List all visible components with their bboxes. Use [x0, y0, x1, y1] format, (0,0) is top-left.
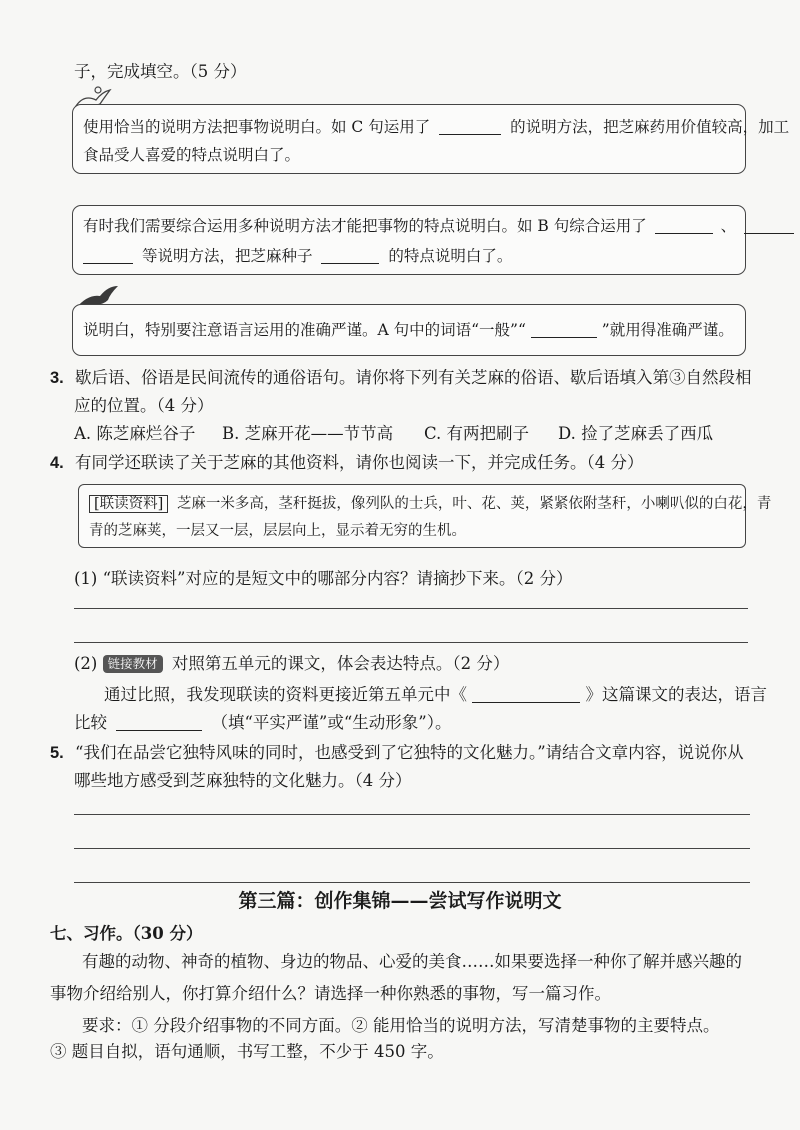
box2-blank-3[interactable]	[83, 245, 133, 264]
box2-sep: 、	[720, 217, 737, 235]
box3-text-b: ”就用得准确严谨。	[601, 321, 734, 339]
q4-sub2-line1-b: 》这篇课文的表达，语言	[585, 685, 767, 704]
q7-title: 七、习作。（30 分）	[50, 924, 203, 943]
link-textbook-badge: 链接教材	[103, 655, 163, 673]
q5-line1: “我们在品尝它独特风味的同时，也感受到了它独特的文化魅力。”请结合文章内容，说说你从	[75, 743, 744, 762]
q4-sub2-line2-a: 比较	[74, 713, 107, 732]
material-line2: 青的芝麻荚，一层又一层，层层向上，显示着无穷的生机。	[89, 523, 466, 539]
q7-req2: ③ 题目自拟，语句通顺，书写工整，不少于 450 字。	[50, 1042, 444, 1061]
box1-line2: 食品受人喜爱的特点说明白了。	[83, 146, 301, 164]
part3-title: 第三篇：创作集锦——尝试写作说明文	[238, 890, 562, 912]
hint-box-1	[72, 104, 790, 174]
hint-box-2	[72, 205, 746, 275]
box1-text-a: 使用恰当的说明方法把事物说明白。如 C 句运用了	[83, 118, 431, 136]
box2-blank-4[interactable]	[321, 245, 379, 264]
q4-sub1: (1) “联读资料”对应的是短文中的哪部分内容？请摘抄下来。（2 分）	[74, 569, 573, 588]
q7-line2: 事物介绍给别人，你打算介绍什么？请选择一种你熟悉的事物，写一篇习作。	[50, 984, 611, 1003]
box3-text-a: 说明白，特别要注意语言运用的准确严谨。A 句中的词语“一般”“	[83, 321, 526, 339]
answer-line-q5-1[interactable]	[74, 814, 750, 815]
q3-option-d: D. 捡了芝麻丢了西瓜	[558, 424, 714, 443]
material-tag: [联读资料]	[89, 495, 168, 513]
language-style-blank[interactable]	[116, 712, 202, 731]
box1-blank[interactable]	[439, 116, 501, 135]
q4-sub2-line2-b: （填“平实严谨”或“生动形象”）。	[211, 713, 452, 732]
answer-line-q4-2[interactable]	[74, 642, 748, 643]
box3-blank[interactable]	[531, 319, 597, 338]
material-box	[78, 484, 772, 548]
q3-number: 3.	[50, 369, 64, 387]
q3-line1: 歇后语、俗语是民间流传的通俗语句。请你将下列有关芝麻的俗语、歇后语填入第③自然段相	[75, 368, 752, 387]
answer-line-q5-3[interactable]	[74, 882, 750, 883]
q4-sub2-prefix: (2)	[74, 654, 98, 673]
q4-line1: 有同学还联读了关于芝麻的其他资料，请你也阅读一下，并完成任务。（4 分）	[75, 453, 644, 472]
box1-text-b: 的说明方法，把芝麻药用价值较高，加工	[510, 118, 790, 136]
box2-blank-2[interactable]	[744, 215, 794, 234]
q5-line2: 哪些地方感受到芝麻独特的文化魅力。（4 分）	[74, 771, 412, 790]
q3-option-c: C. 有两把刷子	[424, 424, 530, 443]
q7-req1: 要求：① 分段介绍事物的不同方面。② 能用恰当的说明方法，写清楚事物的主要特点。	[82, 1016, 720, 1035]
q4-sub2-text: 对照第五单元的课文，体会表达特点。（2 分）	[171, 654, 510, 673]
answer-line-q4-1[interactable]	[74, 608, 748, 609]
hint-box-3	[72, 304, 746, 356]
material-line1: 芝麻一米多高，茎秆挺拔，像列队的士兵，叶、花、荚，紧紧依附茎秆，小喇叭似的白花，青	[176, 496, 772, 512]
q3-option-a: A. 陈芝麻烂谷子	[74, 424, 196, 443]
q4-sub2-line1-a: 通过比照，我发现联读的资料更接近第五单元中《	[104, 685, 467, 704]
q2-intro: 子，完成填空。（5 分）	[74, 62, 247, 81]
answer-line-q5-2[interactable]	[74, 848, 750, 849]
q5-number: 5.	[50, 744, 64, 762]
q3-line2: 应的位置。（4 分）	[74, 396, 214, 415]
q4-number: 4.	[50, 454, 64, 472]
box2-blank-1[interactable]	[655, 215, 713, 234]
q7-line1: 有趣的动物、神奇的植物、身边的物品、心爱的美食……如果要选择一种你了解并感兴趣的	[82, 952, 742, 971]
box2-text-c: 的特点说明白了。	[388, 247, 513, 265]
q3-option-b: B. 芝麻开花——节节高	[222, 424, 394, 443]
lesson-title-blank[interactable]	[472, 684, 580, 703]
box2-text-a: 有时我们需要综合运用多种说明方法才能把事物的特点说明白。如 B 句综合运用了	[83, 217, 647, 235]
box2-text-b: 等说明方法，把芝麻种子	[141, 247, 313, 265]
